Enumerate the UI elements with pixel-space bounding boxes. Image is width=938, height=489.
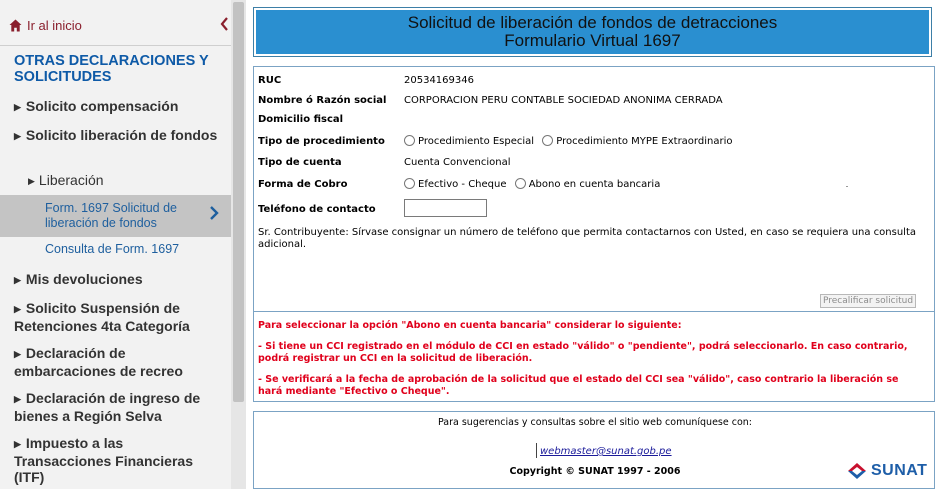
precalificar-button[interactable]: Precalificar solicitud xyxy=(820,294,916,308)
sidebar-item-label: Liberación xyxy=(38,172,104,188)
telefono-input[interactable] xyxy=(404,199,487,217)
tipo-procedimiento-label: Tipo de procedimiento xyxy=(258,136,385,147)
sidebar-item-label: Solicito Suspensión de Retenciones 4ta Categoría xyxy=(14,300,190,334)
radio-label: Efectivo - Cheque xyxy=(418,179,507,190)
sidebar-item-form-1697[interactable]: Form. 1697 Solicitud de liberación de fondos xyxy=(45,201,178,230)
triangle-right-icon: ▶ xyxy=(14,275,21,285)
tipo-cuenta-label: Tipo de cuenta xyxy=(258,157,342,168)
form-header-bar xyxy=(256,10,929,54)
form-header xyxy=(253,7,932,57)
text-cursor xyxy=(536,443,537,458)
razon-social-value: CORPORACION PERU CONTABLE SOCIEDAD ANONIMA CERRADA xyxy=(404,95,723,106)
sidebar-item-mis-devoluciones[interactable] xyxy=(0,271,231,289)
radio-abono-cuenta[interactable] xyxy=(515,178,526,189)
radio-label: Abono en cuenta bancaria xyxy=(528,179,661,190)
tipo-cuenta-value: Cuenta Convencional xyxy=(404,157,511,168)
sidebar xyxy=(0,0,231,489)
ruc-label: RUC xyxy=(258,75,282,86)
main-content xyxy=(250,0,938,489)
page-title: Solicitud de liberación de fondos de detracciones xyxy=(407,13,778,32)
webmaster-email-link[interactable]: webmaster@sunat.gob.pe xyxy=(540,446,672,457)
radio-procedimiento-especial[interactable] xyxy=(404,135,415,146)
home-link[interactable] xyxy=(9,15,224,35)
sidebar-subitem-liberacion[interactable] xyxy=(0,172,231,190)
radio-efectivo-cheque[interactable] xyxy=(404,178,415,189)
triangle-right-icon: ▶ xyxy=(14,102,21,112)
chevron-right-icon xyxy=(208,205,220,221)
logo-text: SUNAT xyxy=(871,462,928,479)
warning-item: - Si tiene un CCI registrado en el módulo de CCI en estado "válido" o "pendiente", podrá seleccionarlo. En caso contrario, podrá registrar un CCI en la solicitud de liberación. xyxy=(258,341,908,364)
sidebar-item-label: Impuesto a las Transacciones Financieras (ITF) xyxy=(14,435,193,485)
sidebar-item-label: Declaración de embarcaciones de recreo xyxy=(14,345,183,379)
triangle-right-icon: ▶ xyxy=(14,394,21,404)
sidebar-item-itf[interactable] xyxy=(0,435,231,485)
sidebar-item-liberacion-fondos[interactable] xyxy=(0,127,231,145)
sidebar-item-solicito-compensacion[interactable] xyxy=(0,98,231,116)
sidebar-item-label: Mis devoluciones xyxy=(25,271,143,287)
sidebar-item-label: Solicito compensación xyxy=(25,98,179,114)
divider xyxy=(0,45,231,46)
triangle-right-icon: ▶ xyxy=(28,176,35,186)
forma-cobro-label: Forma de Cobro xyxy=(258,179,348,190)
razon-social-label: Nombre ó Razón social xyxy=(258,95,387,106)
form-panel xyxy=(253,66,935,312)
ruc-value: 20534169346 xyxy=(404,75,474,86)
copyright: Copyright © SUNAT 1997 - 2006 xyxy=(509,466,681,477)
radio-label: Procedimiento MYPE Extraordinario xyxy=(556,136,733,147)
sidebar-item-region-selva[interactable] xyxy=(0,390,231,424)
sidebar-item-label: Solicito liberación de fondos xyxy=(25,127,218,143)
triangle-right-icon: ▶ xyxy=(14,439,21,449)
triangle-right-icon: ▶ xyxy=(14,131,21,141)
chevron-left-icon[interactable] xyxy=(219,16,229,32)
home-icon xyxy=(9,19,22,32)
sunat-logo xyxy=(846,458,930,484)
warning-panel xyxy=(253,312,935,402)
forma-cobro-group xyxy=(404,178,660,190)
section-title: OTRAS DECLARACIONES Y SOLICITUDES xyxy=(14,53,209,85)
sidebar-item-label: Declaración de ingreso de bienes a Región Selva xyxy=(14,390,201,424)
sidebar-item-embarcaciones[interactable] xyxy=(0,345,231,379)
radio-label: Procedimiento Especial xyxy=(418,136,535,147)
sidebar-item-suspension-retenciones[interactable] xyxy=(0,300,231,334)
triangle-right-icon: ▶ xyxy=(14,304,21,314)
triangle-right-icon: ▶ xyxy=(14,349,21,359)
telefono-label: Teléfono de contacto xyxy=(258,204,376,215)
radio-procedimiento-mype[interactable] xyxy=(542,135,553,146)
home-link-label: Ir al inicio xyxy=(27,17,82,33)
warning-intro: Para seleccionar la opción "Abono en cuenta bancaria" considerar lo siguiente: xyxy=(258,320,682,331)
page-subtitle: Formulario Virtual 1697 xyxy=(504,31,681,50)
footer xyxy=(253,411,935,489)
footer-text: Para sugerencias y consultas sobre el sitio web comuníquese con: xyxy=(437,417,752,428)
domicilio-label: Domicilio fiscal xyxy=(258,114,344,125)
separator-dot xyxy=(846,186,848,187)
sidebar-item-consulta-1697[interactable]: Consulta de Form. 1697 xyxy=(45,242,180,256)
tipo-procedimiento-group xyxy=(404,135,732,147)
scrollbar-thumb[interactable] xyxy=(233,2,244,402)
warning-item: - Se verificará a la fecha de aprobación de la solicitud que el estado del CCI sea "válido", caso contrario la liberación se hará mediante "Efectivo o Cheque". xyxy=(258,374,899,397)
sunat-logo-icon xyxy=(846,460,868,482)
sidebar-scrollbar[interactable] xyxy=(231,0,246,489)
contact-note: Sr. Contribuyente: Sírvase consignar un número de teléfono que permita contactarnos con Usted, en caso se requiera una consulta adicional. xyxy=(258,227,917,250)
